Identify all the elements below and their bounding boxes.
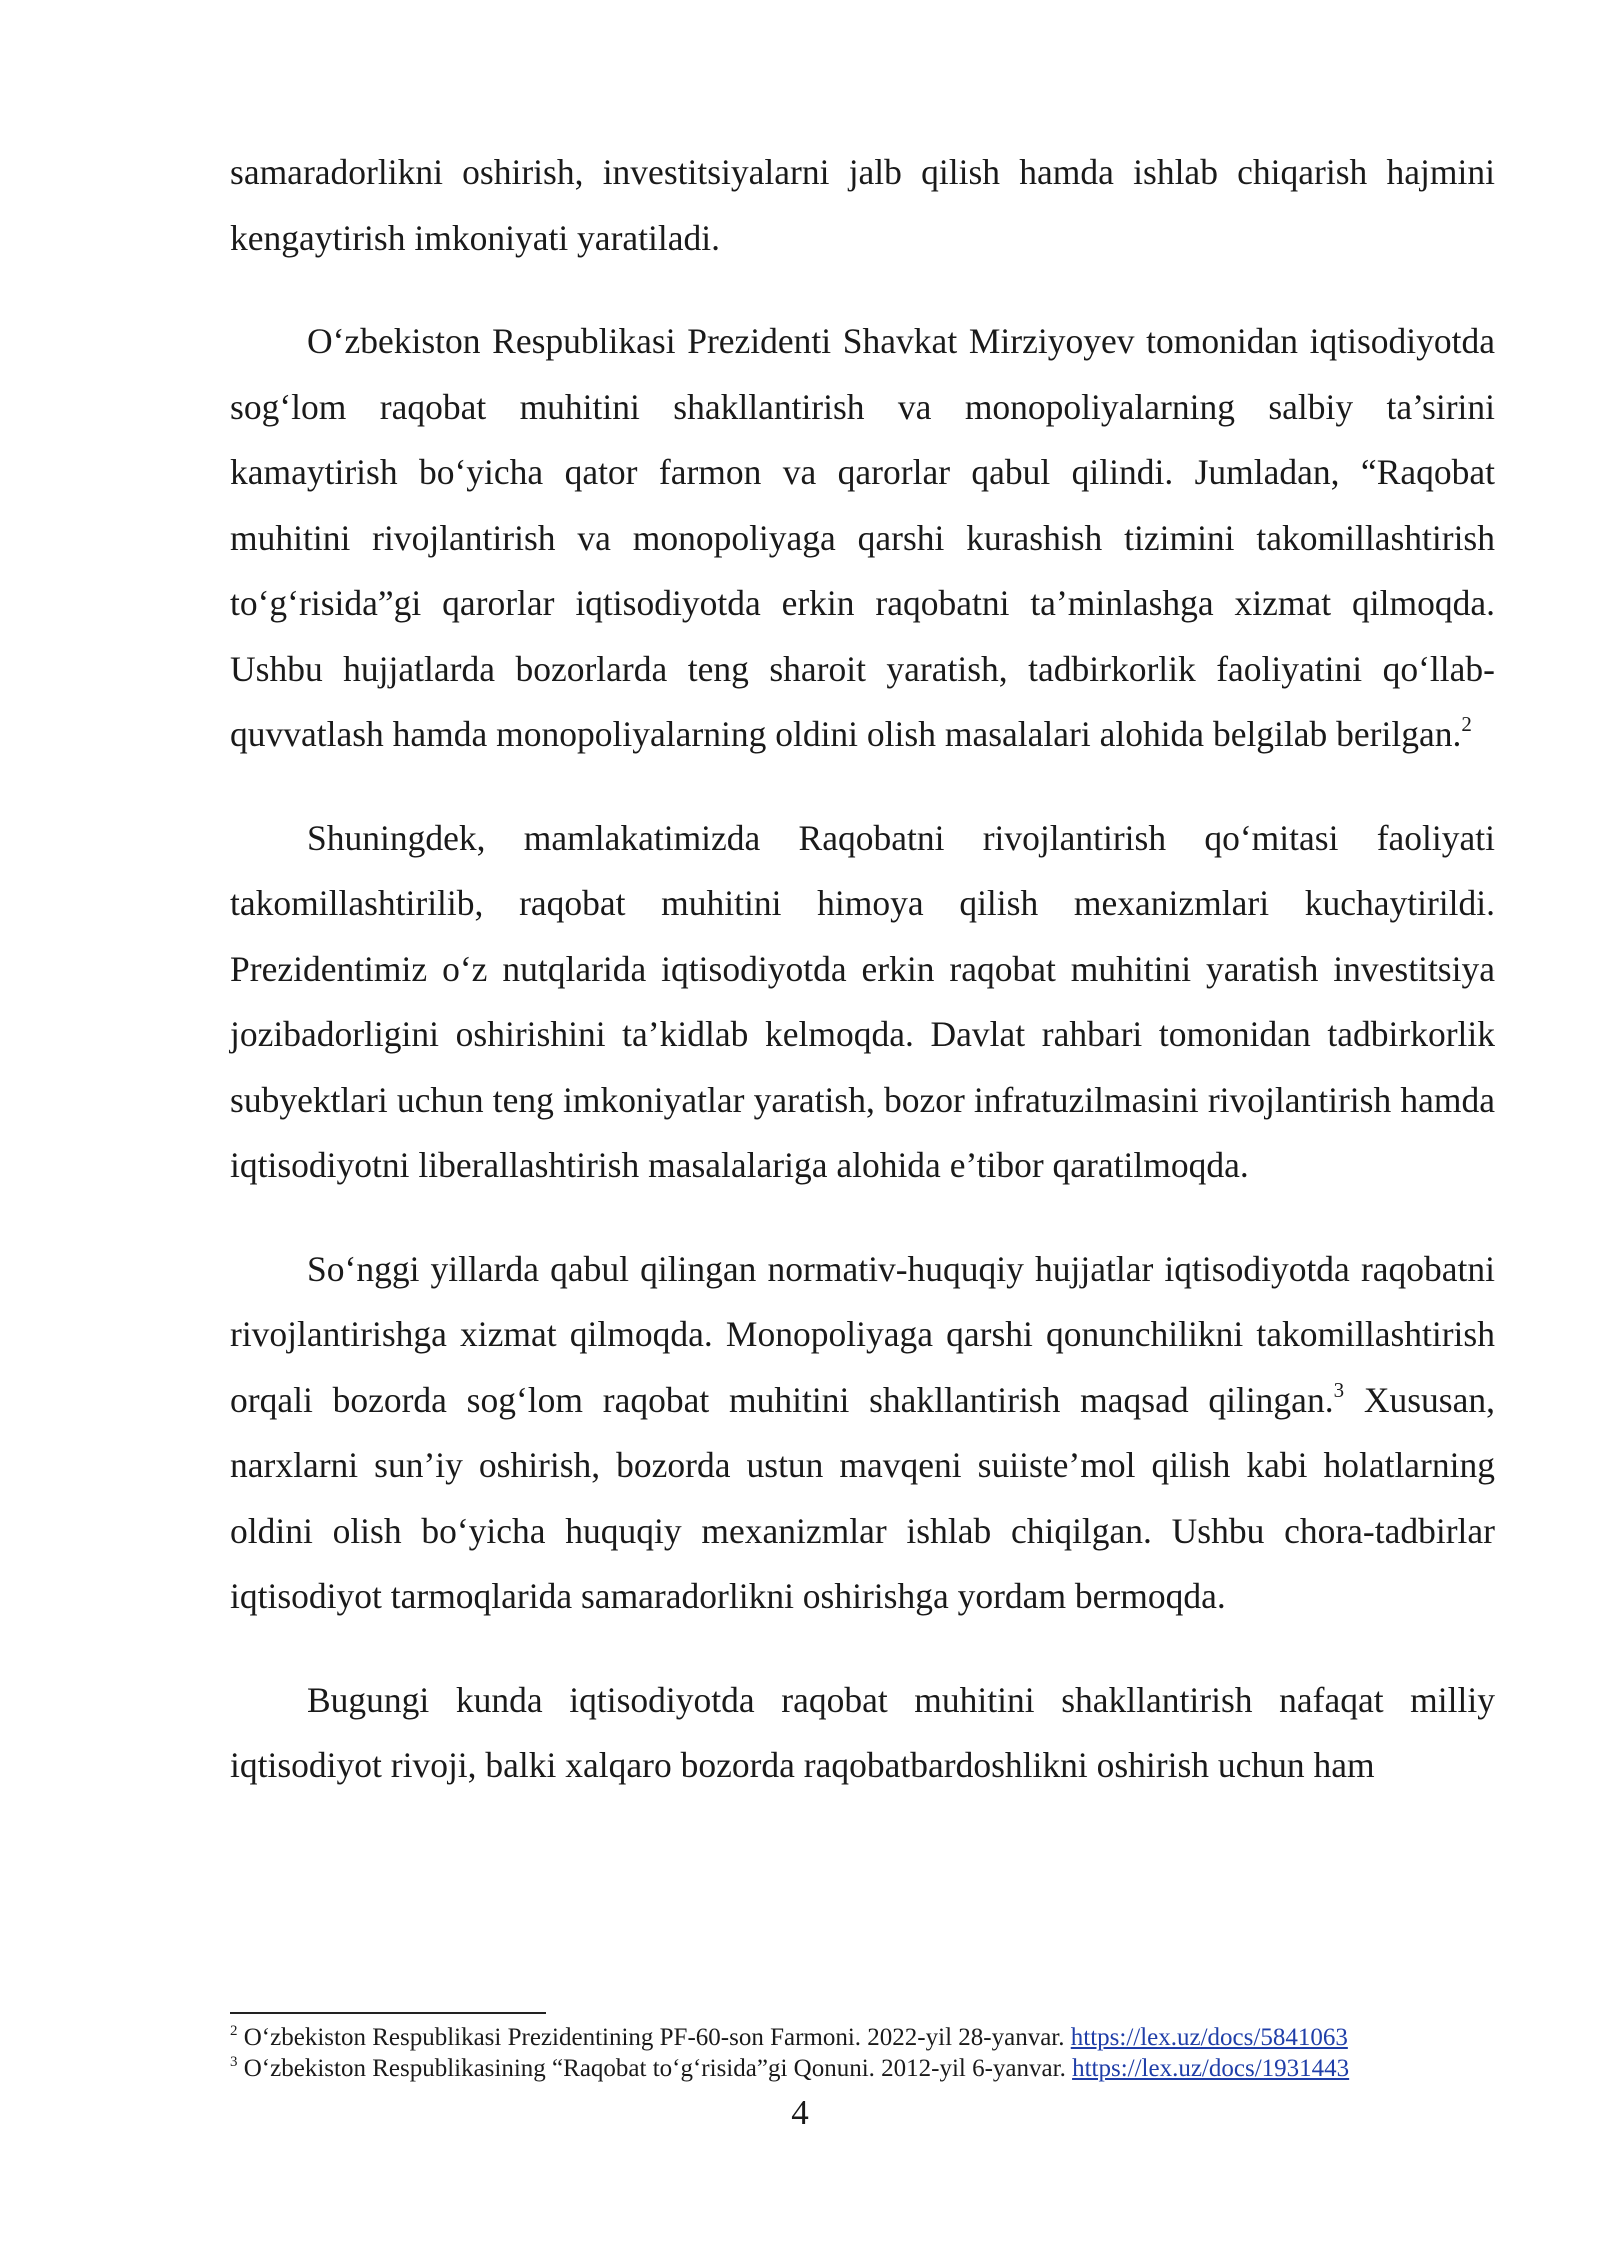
- footnote-separator: [230, 2012, 546, 2014]
- footnote-3-text: O‘zbekiston Respublikasining “Raqobat to‘g‘risida”gi Qonuni. 2012-yil 6-yanvar.: [237, 2055, 1073, 2082]
- footnotes-section: [230, 2012, 1495, 2084]
- paragraph-4: [230, 1237, 1495, 1630]
- footnote-ref-2[interactable]: 2: [1461, 712, 1472, 736]
- page-number: 4: [791, 2093, 809, 2132]
- paragraph-2-text: O‘zbekiston Respublikasi Prezidenti Shavkat Mirziyoyev tomonidan iqtisodiyotda sog‘lom raqobat muhitini shakllantirish va monopoliyalarning salbiy ta’sirini kamaytirish bo‘yicha qator farmon va qarorlar qabul qilindi. Jumladan, “Raqobat muhitini rivojlantirish va monopoliyaga qarshi kurashish tizimini takomillashtirish to‘g‘risida”gi qarorlar iqtisodiyotda erkin raqobatni ta’minlashga xizmat qilmoqda. Ushbu hujjatlarda bozorlarda teng sharoit yaratish, tadbirkorlik faoliyatini qo‘llab-quvvatlash hamda monopoliyalarning oldini olish masalalari alohida belgilab berilgan.: [230, 321, 1495, 754]
- paragraph-5-text: Bugungi kunda iqtisodiyotda raqobat muhitini shakllantirish nafaqat milliy iqtisodiyot rivoji, balki xalqaro bozorda raqobatbardoshlikni oshirish uchun ham: [230, 1679, 1495, 1785]
- footnote-2: [230, 2022, 1495, 2053]
- footnote-2-number: 2: [230, 2023, 238, 2039]
- paragraph-2: [230, 309, 1495, 768]
- paragraph-1: [230, 140, 1495, 271]
- paragraph-1-text: samaradorlikni oshirish, investitsiyalarni jalb qilish hamda ishlab chiqarish hajmini kengaytirish imkoniyati yaratiladi.: [230, 152, 1495, 258]
- paragraph-4-text-after: Xususan, narxlarni sun’iy oshirish, bozorda ustun mavqeni suiiste’mol qilish kabi holatlarning oldini olish bo‘yicha huquqiy mexanizmlar ishlab chiqilgan. Ushbu chora-tadbirlar iqtisodiyot tarmoqlarida samaradorlikni oshirishga yordam bermoqda.: [230, 1379, 1495, 1616]
- document-body: [230, 140, 1495, 1799]
- footnote-ref-3[interactable]: 3: [1333, 1377, 1345, 1402]
- footnote-3-link[interactable]: https://lex.uz/docs/1931443: [1072, 2055, 1350, 2082]
- footnote-3: [230, 2053, 1495, 2084]
- footnote-2-text: O‘zbekiston Respublikasi Prezidentining PF-60-son Farmoni. 2022-yil 28-yanvar.: [237, 2024, 1071, 2051]
- footnote-2-link[interactable]: https://lex.uz/docs/5841063: [1070, 2024, 1348, 2051]
- paragraph-3-text: Shuningdek, mamlakatimizda Raqobatni rivojlantirish qo‘mitasi faoliyati takomillashtirilib, raqobat muhitini himoya qilish mexanizmlari kuchaytirildi. Prezidentimiz o‘z nutqlarida iqtisodiyotda erkin raqobat muhitini yaratish investitsiya jozibadorligini oshirishini ta’kidlab kelmoqda. Davlat rahbari tomonidan tadbirkorlik subyektlari uchun teng imkoniyatlar yaratish, bozor infratuzilmasini rivojlantirish hamda iqtisodiyotni liberallashtirish masalalariga alohida e’tibor qaratilmoqda.: [230, 817, 1495, 1185]
- paragraph-4-text-before: So‘nggi yillarda qabul qilingan normativ-huquqiy hujjatlar iqtisodiyotda raqobatni rivojlantirishga xizmat qilmoqda. Monopoliyaga qarshi qonunchilikni takomillashtirish orqali bozorda sog‘lom raqobat muhitini shakllantirish maqsad qilingan.: [230, 1248, 1495, 1420]
- paragraph-3: [230, 806, 1495, 1199]
- paragraph-5: [230, 1668, 1495, 1799]
- footnote-3-number: 3: [230, 2054, 238, 2070]
